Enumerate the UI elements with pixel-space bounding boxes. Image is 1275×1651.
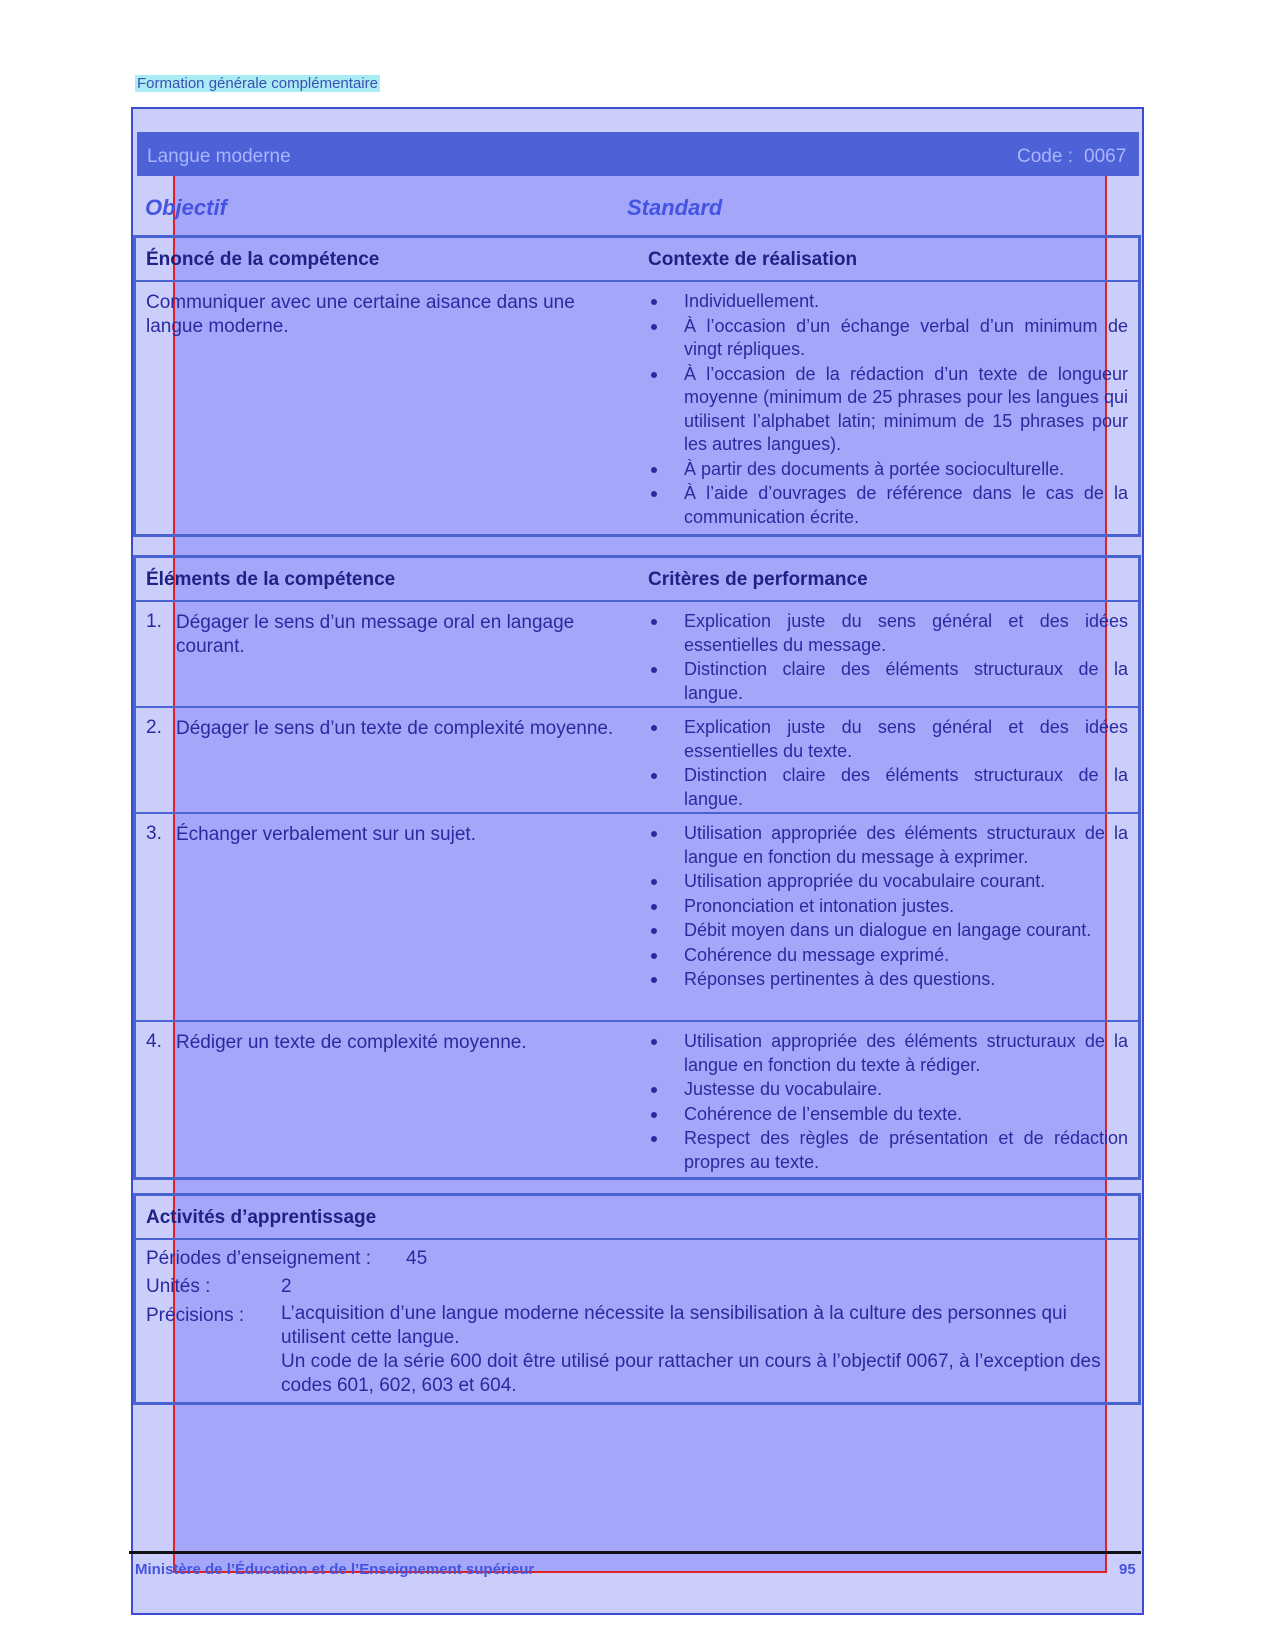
criteria-item: Utilisation appropriée des éléments structuraux de la langue en fonction du texte à rédiger. [648,1030,1128,1077]
bullet-icon [651,1112,657,1118]
contexte-item: À l’occasion de la rédaction d’un texte de longueur moyenne (minimum de 25 phrases pour les langues qui utilisent l’alphabet latin; minimum de 15 phrases pour les autres langues). [648,363,1128,457]
element-text: Échanger verbalement sur un sujet. [176,824,476,845]
enonce-text: Communiquer avec une certaine aisance dans une langue moderne. [146,292,575,337]
contexte-item: Individuellement. [648,290,1128,314]
footer-ministry: Ministère de l’Éducation et de l’Enseignement supérieur [135,1561,535,1578]
criteria-list [648,1030,1128,1175]
criteria-item: Respect des règles de présentation et de rédaction propres au texte. [648,1127,1128,1174]
element-row [136,1022,1138,1177]
bullet-icon [651,831,657,837]
competence-box [133,235,1141,537]
elements-box [133,555,1141,1180]
code-label: Code : [1017,146,1073,167]
criteria-item: Prononciation et intonation justes. [648,895,1128,919]
bullet-icon [651,977,657,983]
elements-header-label: Éléments de la compétence [146,569,396,590]
competence-row [136,282,1138,537]
elements-header [136,558,1138,602]
standard-heading: Standard [627,195,723,220]
footer-divider [129,1551,1141,1554]
contexte-item: À partir des documents à portée socioculturelle. [648,458,1128,482]
element-row [136,814,1138,1022]
bullet-icon [651,773,657,779]
criteria-item: Explication juste du sens général et des idées essentielles du texte. [648,716,1128,763]
course-header-bar [137,132,1139,176]
bullet-icon [651,324,657,330]
element-number: 1. [146,611,162,632]
precisions-paragraph-1: L’acquisition d’une langue moderne nécessite la sensibilisation à la culture des personnes qui utilisent cette langue. [281,1303,1067,1348]
criteria-item: Justesse du vocabulaire. [648,1078,1128,1102]
document-top-label: Formation générale complémentaire [137,75,378,92]
precisions-paragraph-2: Un code de la série 600 doit être utilisé pour rattacher un cours à l’objectif 0067, à l’exception des codes 601, 602, 603 et 604. [281,1351,1101,1396]
criteria-item: Distinction claire des éléments structuraux de la langue. [648,764,1128,811]
course-title: Langue moderne [147,146,291,167]
bullet-icon [651,1136,657,1142]
element-row [136,602,1138,708]
objective-standard-heading [145,195,1135,223]
course-code: 0067 [1084,146,1127,167]
contexte-list [648,290,1128,530]
criteria-item: Utilisation appropriée des éléments structuraux de la langue en fonction du message à exprimer. [648,822,1128,869]
bullet-icon [651,372,657,378]
unites-label: Unités : [146,1276,211,1297]
element-number: 3. [146,823,162,844]
element-text: Rédiger un texte de complexité moyenne. [176,1032,527,1053]
activites-body [136,1240,1138,1404]
bullet-icon [651,467,657,473]
bullet-icon [651,904,657,910]
criteria-item: Cohérence de l’ensemble du texte. [648,1103,1128,1127]
page-number: 95 [1119,1561,1136,1578]
element-number: 2. [146,717,162,738]
criteria-item: Distinction claire des éléments structuraux de la langue. [648,658,1128,705]
criteria-item: Explication juste du sens général et des idées essentielles du message. [648,610,1128,657]
precisions-label: Précisions : [146,1305,245,1326]
element-number: 4. [146,1031,162,1052]
unites-value: 2 [281,1276,292,1297]
bullet-icon [651,879,657,885]
periodes-value: 45 [406,1248,428,1269]
objective-heading: Objectif [145,195,227,220]
bullet-icon [651,299,657,305]
activites-header-label: Activités d’apprentissage [146,1207,377,1228]
criteria-item: Réponses pertinentes à des questions. [648,968,1128,992]
criteria-list [648,716,1128,812]
enonce-header: Énoncé de la compétence [146,249,380,270]
bullet-icon [651,928,657,934]
contexte-header: Contexte de réalisation [648,249,858,270]
element-text: Dégager le sens d’un texte de complexité moyenne. [176,718,614,739]
bullet-icon [651,1039,657,1045]
criteria-item: Utilisation appropriée du vocabulaire courant. [648,870,1128,894]
criteria-item: Débit moyen dans un dialogue en langage courant. [648,919,1128,943]
bullet-icon [651,667,657,673]
element-row [136,708,1138,814]
criteria-list [648,822,1128,993]
competence-header [136,238,1138,282]
bullet-icon [651,953,657,959]
bullet-icon [651,619,657,625]
criteres-header-label: Critères de performance [648,569,868,590]
activites-box [133,1193,1141,1405]
bullet-icon [651,725,657,731]
periodes-label: Périodes d’enseignement : [146,1248,371,1269]
activites-header [136,1196,1138,1240]
criteria-list [648,610,1128,706]
contexte-item: À l’occasion d’un échange verbal d’un minimum de vingt répliques. [648,315,1128,362]
contexte-item: À l’aide d’ouvrages de référence dans le cas de la communication écrite. [648,482,1128,529]
bullet-icon [651,491,657,497]
element-text: Dégager le sens d’un message oral en langage courant. [176,612,575,657]
bullet-icon [651,1087,657,1093]
criteria-item: Cohérence du message exprimé. [648,944,1128,968]
